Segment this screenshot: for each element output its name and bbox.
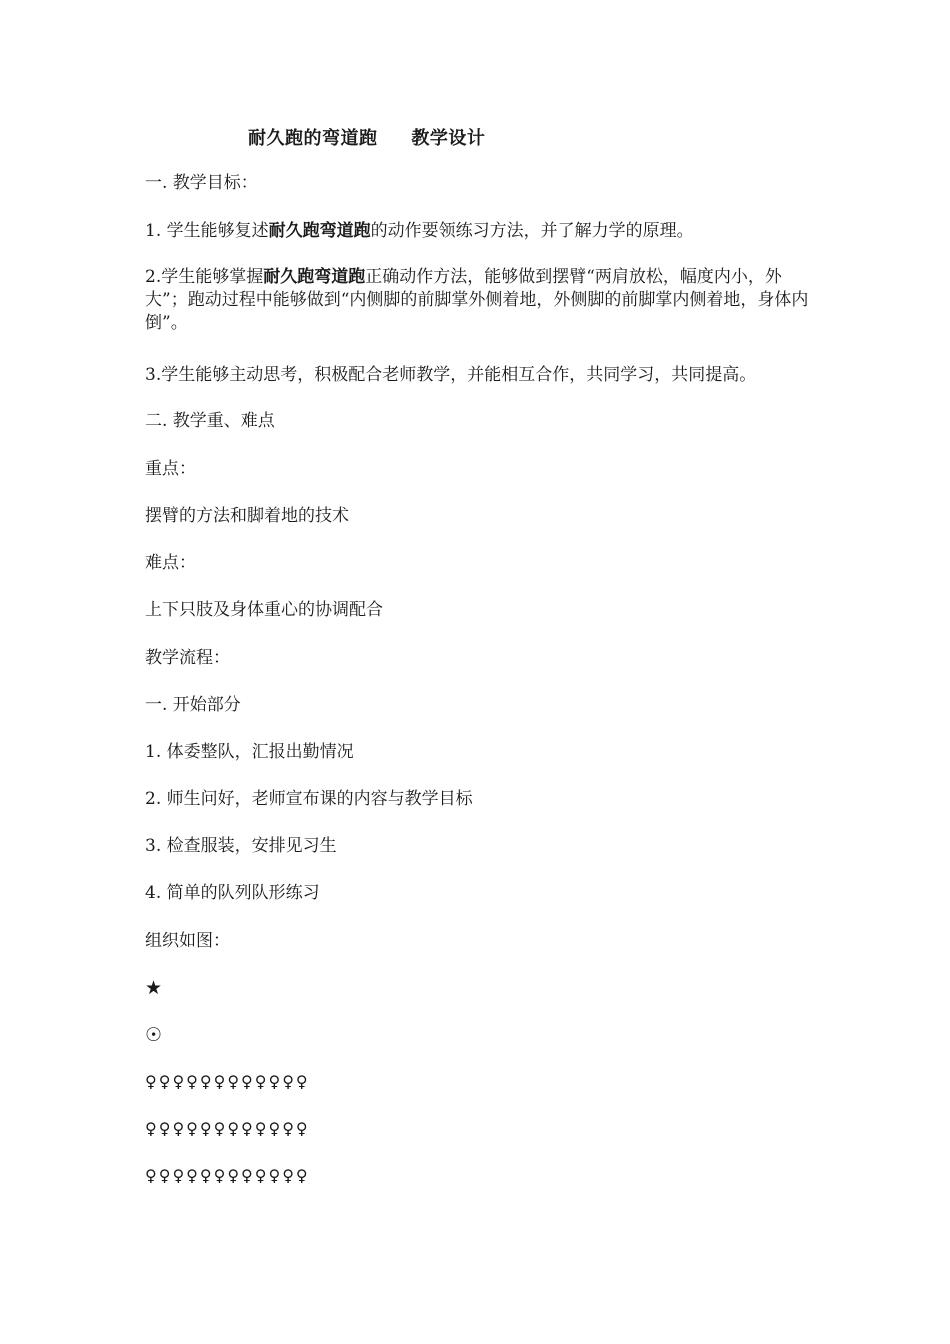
student-row: ♀♀♀♀♀♀♀♀♀♀♀♀ — [145, 1119, 310, 1138]
section2-heading: 二. 教学重、难点 — [145, 411, 275, 431]
difficulty-text: 上下只肢及身体重心的协调配合 — [145, 600, 383, 620]
student-row: ♀♀♀♀♀♀♀♀♀♀♀♀ — [145, 1166, 310, 1185]
document-title: 耐久跑的弯道跑 教学设计 — [248, 128, 486, 149]
organization-label: 组织如图： — [145, 931, 230, 951]
objective-2-suffix: 正确动作方法，能够做到摆臂“两肩放松，幅度内小，外大”；跑动过程中能够做到“内侧脚的前脚掌外侧着地，外侧脚的前脚掌内侧着地，身体内倒”。 — [145, 267, 809, 333]
teacher-star-icon: ★ — [145, 977, 163, 999]
step-item: 3. 检查服装，安排见习生 — [145, 836, 337, 856]
objective-2-prefix: 2.学生能够掌握 — [145, 267, 264, 287]
step-item: 2. 师生问好，老师宣布课的内容与教学目标 — [145, 789, 473, 809]
key-point-text: 摆臂的方法和脚着地的技术 — [145, 506, 349, 526]
leader-circle-icon: ☉ — [145, 1024, 163, 1046]
objective-1-suffix: 的动作要领练习方法，并了解力学的原理。 — [370, 221, 694, 241]
step-item: 1. 体委整队，汇报出勤情况 — [145, 742, 354, 762]
key-point-label: 重点： — [145, 459, 196, 479]
process-label: 教学流程： — [145, 648, 230, 668]
objective-1-bold: 耐久跑弯道跑 — [268, 221, 371, 241]
student-row: ♀♀♀♀♀♀♀♀♀♀♀♀ — [145, 1072, 310, 1091]
objective-3: 3.学生能够主动思考，积极配合老师教学，并能相互合作，共同学习，共同提高。 — [145, 365, 757, 385]
objective-1-prefix: 1. 学生能够复述 — [145, 221, 269, 241]
objective-2 — [145, 266, 810, 335]
section1-heading: 一. 教学目标： — [145, 173, 258, 193]
part1-heading: 一. 开始部分 — [145, 695, 241, 715]
step-item: 4. 简单的队列队形练习 — [145, 883, 320, 903]
objective-1 — [145, 220, 810, 243]
difficulty-label: 难点： — [145, 553, 196, 573]
objective-2-bold: 耐久跑弯道跑 — [263, 267, 366, 287]
